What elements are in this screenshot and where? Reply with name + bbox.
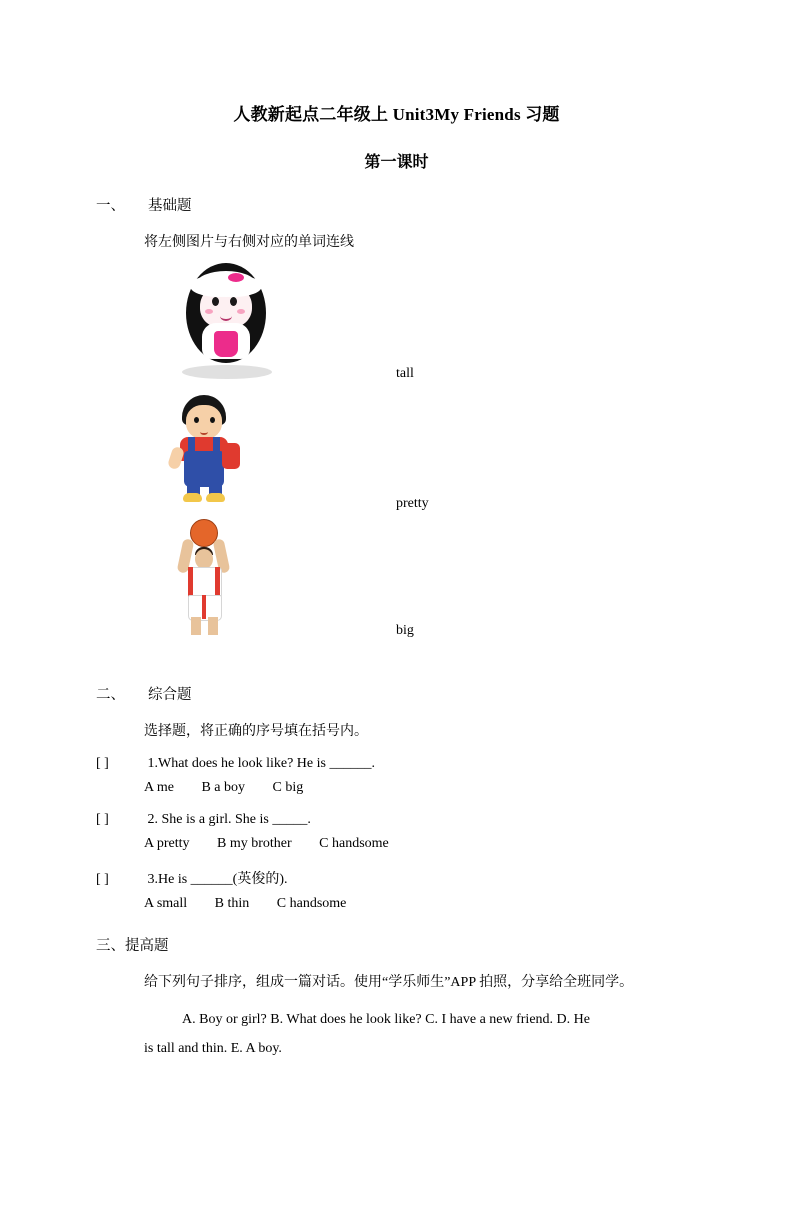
basketball-player-picture: [156, 517, 252, 639]
player-shorts-stripe: [202, 595, 206, 619]
boy-backpack: [222, 443, 240, 469]
section-2-instruction: 选择题，将正确的序号填在括号内。: [144, 724, 368, 739]
q2-option-a[interactable]: A pretty: [144, 836, 190, 851]
question-2-options: [144, 836, 697, 852]
q3-option-b[interactable]: B thin: [214, 896, 250, 911]
section-3-heading: [96, 934, 697, 955]
section-1-instruction: 将左侧图片与右侧对应的单词连线: [144, 235, 354, 250]
page-subtitle: 第一课时: [364, 154, 429, 171]
section-1-number: 一、: [96, 198, 125, 214]
sheep-character-picture: [174, 261, 284, 386]
sheep-eye-left: [212, 297, 219, 306]
boy-mouth: [200, 429, 208, 435]
answer-bracket-3[interactable]: [ ]: [96, 872, 109, 887]
worksheet-page: [0, 100, 793, 1222]
boy-eye-left: [194, 417, 199, 423]
page-title: 人教新起点二年级上 Unit3My Friends 习题: [233, 105, 560, 124]
sheep-cheek-left: [205, 309, 213, 314]
section-1-title: 基础题: [148, 198, 192, 214]
match-word-tall: tall: [396, 366, 414, 381]
question-3: [96, 868, 697, 888]
q3-option-a[interactable]: A small: [144, 896, 188, 911]
q3-option-c[interactable]: C handsome: [276, 896, 347, 911]
answer-bracket-1[interactable]: [ ]: [96, 756, 109, 771]
player-leg-right: [208, 617, 218, 635]
question-1-text: 1.What does he look like? He is ______.: [147, 756, 375, 771]
boy-shoe-right: [206, 493, 225, 502]
section-2-number: 二、: [96, 687, 125, 703]
player-head: [195, 549, 213, 569]
sheep-eye-right: [230, 297, 237, 306]
answer-bracket-2[interactable]: [ ]: [96, 812, 109, 827]
match-word-pretty: pretty: [396, 496, 429, 511]
sheep-shadow: [182, 365, 272, 379]
section-3-instruction: 给下列句子排序，组成一篇对话。使用“学乐师生”APP 拍照，分享给全班同学。: [144, 975, 634, 990]
boy-eye-right: [210, 417, 215, 423]
ordering-line-2: is tall and thin. E. A boy.: [144, 1041, 282, 1057]
section-1-heading: [96, 194, 697, 215]
question-3-text: 3.He is ______(英俊的).: [147, 872, 288, 887]
question-1: [96, 756, 697, 772]
ordering-line-1: A. Boy or girl? B. What does he look like? C. I have a new friend. D. He: [182, 1012, 590, 1027]
ordering-exercise: [144, 1005, 697, 1064]
player-jersey-stripe-right: [215, 567, 220, 597]
question-2-text: 2. She is a girl. She is _____.: [147, 812, 311, 827]
matching-exercise: [96, 261, 697, 661]
q1-option-c[interactable]: C big: [272, 780, 304, 795]
match-word-big: big: [396, 623, 414, 638]
sheep-apron: [214, 331, 238, 357]
sheep-bow: [228, 273, 244, 282]
q1-option-b[interactable]: B a boy: [201, 780, 246, 795]
question-1-options: [144, 780, 697, 796]
sheep-wool: [196, 271, 256, 297]
q2-option-c[interactable]: C handsome: [319, 836, 389, 851]
sheep-mouth: [220, 311, 232, 321]
section-2-heading: [96, 683, 697, 704]
boy-overalls: [184, 451, 224, 487]
question-2: [96, 812, 697, 828]
section-3-number: 三、提高题: [96, 938, 169, 954]
cartoon-boy-picture: [156, 391, 252, 513]
player-leg-left: [191, 617, 201, 635]
boy-shoe-left: [183, 493, 202, 502]
question-3-options: [144, 896, 697, 912]
q1-option-a[interactable]: A me: [144, 780, 174, 795]
q2-option-b[interactable]: B my brother: [217, 836, 292, 851]
section-2-title: 综合题: [148, 687, 192, 703]
player-jersey-stripe-left: [188, 567, 193, 597]
sheep-cheek-right: [237, 309, 245, 314]
